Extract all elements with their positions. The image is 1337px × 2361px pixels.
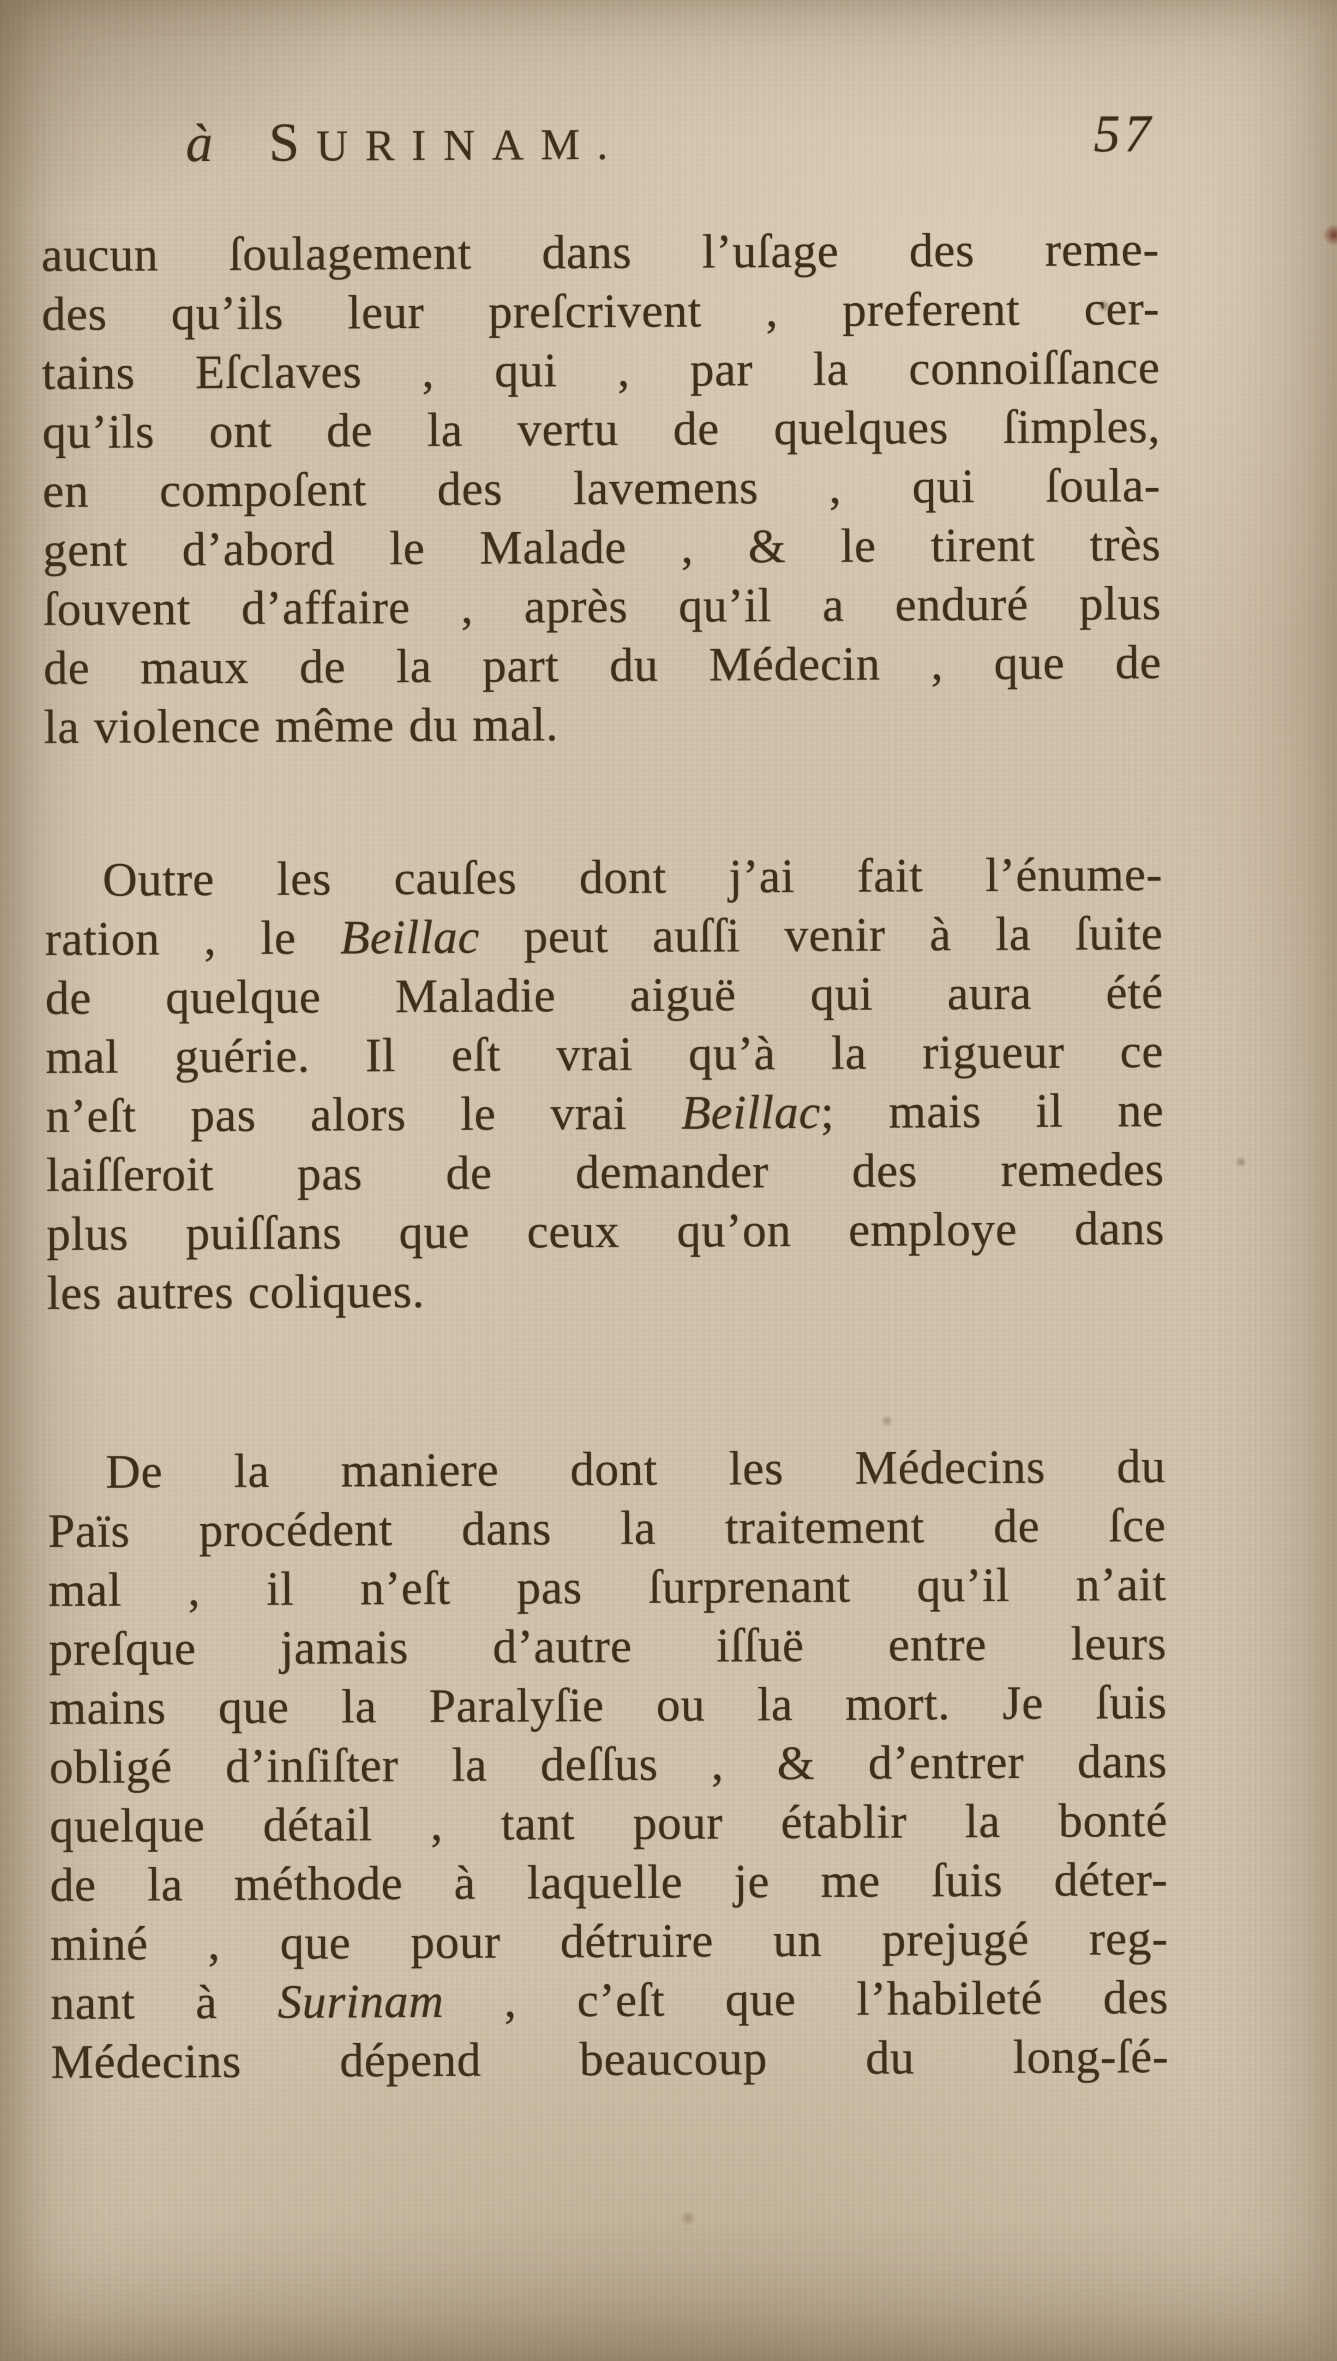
text-segment: plus puiſſans que ceux qu’on employe dans xyxy=(46,1202,1165,1261)
text-segment: de quelque Maladie aiguë qui aura été xyxy=(45,966,1164,1025)
text-segment: aucun ſoulagement dans l’uſage des reme- xyxy=(41,223,1160,282)
text-segment: en compoſent des lavemens , qui ſoula- xyxy=(42,459,1161,518)
text-segment: la violence même du mal. xyxy=(43,698,559,754)
text-segment: tains Eſclaves , qui , par la connoiſſance xyxy=(41,341,1161,400)
text-line xyxy=(48,1437,1166,1502)
text-line xyxy=(48,1614,1166,1679)
text-segment: obligé d’inſiſter la deſſus , & d’entrer dans xyxy=(49,1735,1168,1794)
text-segment: Païs procédent dans la traitement de ſce xyxy=(47,1499,1167,1558)
text-line xyxy=(47,1258,1165,1323)
text-line xyxy=(43,574,1161,639)
text-line xyxy=(41,220,1159,285)
text-line xyxy=(46,1081,1164,1146)
text-line xyxy=(44,692,1162,757)
header-title: SURINAM. xyxy=(268,111,625,173)
text-line xyxy=(45,963,1163,1028)
text-line xyxy=(50,1850,1168,1915)
text-line xyxy=(49,1732,1167,1797)
text-line xyxy=(46,1140,1164,1205)
text-segment: ration , le xyxy=(44,911,341,966)
text-line xyxy=(51,2027,1169,2092)
text-line xyxy=(46,1199,1164,1264)
text-line xyxy=(49,1791,1167,1856)
italic-term: Surinam xyxy=(277,1974,444,2029)
text-line xyxy=(45,904,1163,969)
text-segment: mal , il n’eſt pas ſurprenant qu’il n’ait xyxy=(48,1558,1167,1617)
paragraph xyxy=(48,1437,1169,2092)
text-segment: mains que la Paralyſie ou la mort. Je ſuis xyxy=(48,1676,1168,1735)
page-number: 57 xyxy=(1093,105,1155,164)
text-line xyxy=(44,845,1162,910)
text-segment: ſouvent d’affaire , après qu’il a enduré plus xyxy=(43,577,1162,636)
text-segment: mal guérie. Il eſt vrai qu’à la rigueur ce xyxy=(45,1025,1164,1084)
text-line xyxy=(42,338,1160,403)
text-line xyxy=(42,397,1160,462)
text-segment: Outre les cauſes dont j’ai fait l’énume- xyxy=(102,848,1163,907)
header-prefix: à xyxy=(185,113,213,174)
paragraph xyxy=(44,845,1164,1323)
text-segment: n’eſt pas alors le vrai xyxy=(45,1086,682,1143)
text-segment: miné , que pour détruire un prejugé reg- xyxy=(50,1912,1169,1971)
page-header xyxy=(41,99,1159,183)
text-line xyxy=(43,515,1161,580)
text-segment: de maux de la part du Médecin , que de xyxy=(43,636,1162,695)
text-line xyxy=(42,456,1160,521)
text-segment: peut auſſi venir à la ſuite xyxy=(479,907,1164,964)
text-line xyxy=(50,1968,1168,2033)
text-line xyxy=(49,1673,1167,1738)
body-paragraphs xyxy=(41,220,1169,2092)
text-line xyxy=(48,1496,1166,1561)
text-line xyxy=(48,1555,1166,1620)
text-segment: des qu’ils leur preſcrivent , preferent cer- xyxy=(41,282,1160,341)
text-segment: ; mais il ne xyxy=(820,1084,1164,1139)
italic-term: Beillac xyxy=(681,1085,821,1140)
text-segment: les autres coliques. xyxy=(46,1264,425,1320)
text-segment: gent d’abord le Malade , & le tirent très xyxy=(42,518,1161,577)
text-segment: quelque détail , tant pour établir la bonté xyxy=(49,1794,1168,1853)
text-segment: , c’eſt que l’habileté des xyxy=(443,1971,1169,2028)
italic-term: Beillac xyxy=(340,910,480,965)
text-line xyxy=(41,279,1159,344)
text-segment: De la maniere dont les Médecins du xyxy=(105,1440,1166,1499)
page-content xyxy=(40,0,1169,2092)
text-line xyxy=(50,1909,1168,1974)
text-line xyxy=(45,1022,1163,1087)
text-segment: nant à xyxy=(50,1975,278,2030)
text-segment: preſque jamais d’autre iſſuë entre leurs xyxy=(48,1617,1167,1676)
text-segment: de la méthode à laquelle je me ſuis déter- xyxy=(49,1853,1168,1912)
paragraph xyxy=(41,220,1162,757)
text-segment: laiſſeroit pas de demander des remedes xyxy=(46,1143,1165,1202)
text-segment: Médecins dépend beaucoup du long-ſé- xyxy=(50,2030,1169,2089)
text-line xyxy=(43,633,1161,698)
text-segment: qu’ils ont de la vertu de quelques ſimples, xyxy=(42,400,1161,459)
